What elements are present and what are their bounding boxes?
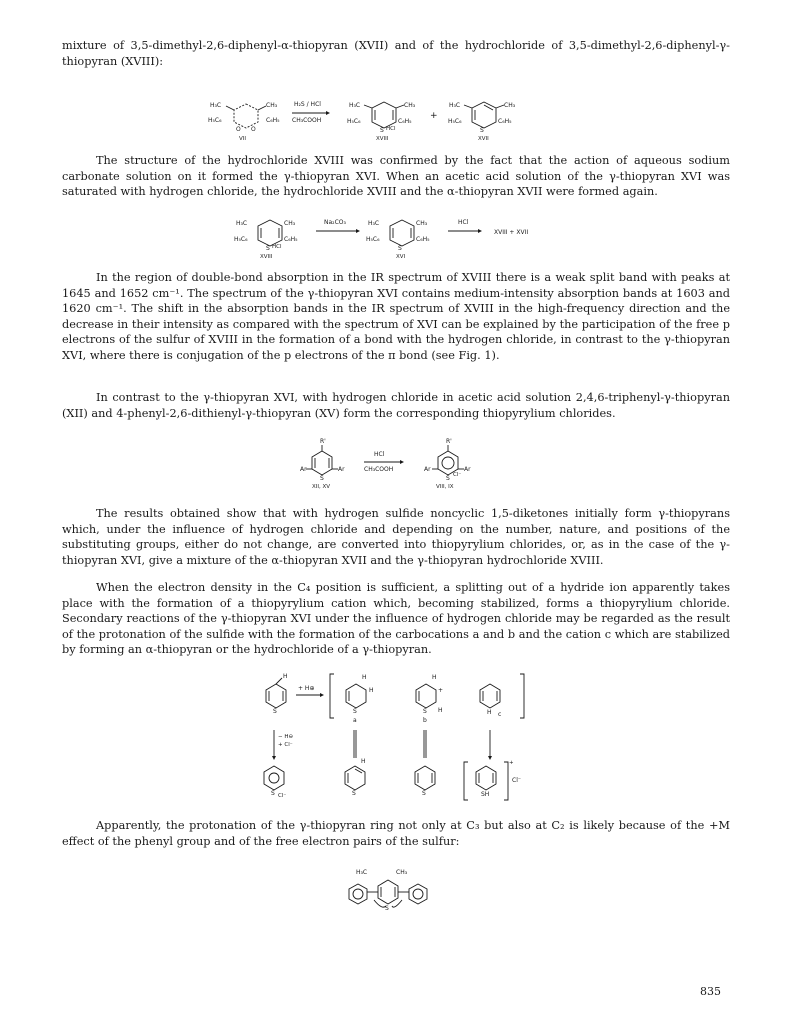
structure-vii [208,102,280,142]
paragraph-5: The results obtained show that with hydrogen sulfide noncyclic 1,5-diketones initially form γ-thiopyrans which, under the influence of hydrogen chloride and depending on the number, nature, and positions of the substituting groups, either do not change, are converted into thiopyrylium chlorides, or, as in the case of the γ-thiopyran XVI, give a mixture of the α-thiopyran XVII and the γ-thiopyran hydrochloride XVIII. [62,507,730,567]
vii-o2: O [251,126,256,133]
s3-left-s: S [320,475,324,482]
paragraph-2: The structure of the hydrochloride XVIII was confirmed by the fact that the action of aqueous sodium carbonate solution on it formed the γ-thiopyran XVI. When an acetic acid solution of the γ-thiopyran XVI was saturated with hydrogen chloride, the hydrochloride XVIII and the α-thiopyran XVII were formed again. [62,154,730,199]
label-xviii: XVIII [376,136,389,142]
s4-thiopyrylium-chloride [264,766,286,799]
xvii-c6h5: C₆H₅ [498,118,512,125]
s4-a-s: S [353,708,357,715]
s3-right-ar1: Ar [424,466,431,473]
s3-left-ar2: Ar [338,466,345,473]
s3-right-rprime: R' [446,438,452,445]
structure-xii-xv [300,438,345,490]
arrow-h2s-hcl [292,101,330,124]
reagent-na2co3: Na₂CO₃ [324,219,346,226]
vii-h3c: H₃C [210,102,222,109]
s3-right-ar2: Ar [464,466,471,473]
vii-o1: O [236,126,241,133]
xviii-h3c: H₃C [349,102,361,109]
s4-protonation: + H⊕ [298,685,315,692]
s2-xviii-h3c: H₃C [236,220,248,227]
s4-alpha-thiopyran-2 [415,766,435,797]
vii-ch3: CH₃ [266,102,278,109]
s4-arrow-left [272,730,293,760]
s3-right-s: S [446,475,450,482]
s3-left-rprime: R' [320,438,326,445]
s4-label-a: a [353,717,357,724]
arrow-hcl [448,219,482,233]
label-xii-xv: XII, XV [312,484,331,490]
vii-h5c6: H₅C₆ [208,117,222,124]
s2-xviii-ch3: CH₃ [284,220,296,227]
s4-loss-h: − H⊖ [278,734,294,740]
s4-bottom-s1: S [271,790,275,797]
structure-xvii [448,102,516,142]
s3-right-cl: Cl⁻ [453,472,462,478]
xviii-h5c6: H₅C₆ [347,118,361,125]
s4-hydrochloride [464,760,521,800]
xvii-h3c: H₃C [449,102,461,109]
s4-b-h1: H [432,674,437,681]
s3-reagent-hcl: HCl [374,451,385,458]
s2-xviii-h5c6: H₅C₆ [234,236,248,243]
label-xvii: XVII [478,136,489,142]
s3-left-ar1: Ar [300,466,307,473]
structure-viii-ix [424,438,471,490]
s4-cation-c [480,684,501,718]
xvi-h3c: H₃C [368,220,380,227]
structure-xviii-2 [234,220,298,260]
xviii-c6h5: C₆H₅ [398,118,412,125]
s4-alpha-thiopyran [345,758,366,797]
s4-b-plus: + [438,687,444,694]
s4-a-h1: H [362,674,367,681]
s2-xviii-hcl: HCl [272,244,282,250]
label-vii: VII [239,136,247,142]
reaction-scheme-4 [250,672,530,804]
s5-ch3: CH₃ [396,869,408,876]
s4-b-h2: H [438,707,443,714]
xvii-h5c6: H₅C₆ [448,118,462,125]
label-xvi: XVI [396,254,406,260]
reaction-scheme-3 [300,436,520,492]
s4-bottom-s3: S [422,790,426,797]
xvi-c6h5: C₆H₅ [416,236,430,243]
page-number: 835 [700,985,721,998]
xvii-s: S [480,127,484,134]
xvi-h5c6: H₅C₆ [366,236,380,243]
arrow-hcl-acetic [364,451,404,473]
paragraph-3: In the region of double-bond absorption in the IR spectrum of XVIII there is a weak split band with peaks at 1645 and 1652 cm⁻¹. The spectrum of the γ-thiopyran XVI contains medium-intensity absorption bands at 1603 and 1620 cm⁻¹. The shift in the absorption bands in the IR spectrum of XVIII in the high-frequency direction and the decrease in their intensity as compared with the spectrum of XVI can be explained by the participation of the free p electrons of the sulfur of XVIII in the formation of a bond with the hydrogen chloride, in contrast to the γ-thiopyran XVI, where there is conjugation of the p electrons of the π bond (see Fig. 1). [62,271,730,362]
s2-xviii-c6h5: C₆H₅ [284,236,298,243]
s2-label-xviii: XVIII [260,254,273,260]
s4-cation-a [346,674,374,724]
s2-xviii-s: S [266,245,270,252]
s4-label-b: b [423,717,427,724]
xviii-s: S [380,127,384,134]
paragraph-4: In contrast to the γ-thiopyran XVI, with hydrogen chloride in acetic acid solution 2,4,6-triphenyl-γ-thiopyran (XII) and 4-phenyl-2,6-dithienyl-γ-thiopyran (XV) form the corresponding thiopyrylium chlorides. [62,391,730,420]
s4-bottom-s2: S [352,790,356,797]
s4-bottom-h: H [361,758,366,765]
reaction-scheme-1 [208,96,578,142]
structure-xvi [366,220,430,260]
reagent-hcl: HCl [458,219,469,226]
s4-arrow-protonation [296,685,324,697]
s4-c-h: H [487,709,492,716]
reagent-ch3cooh: CH₃COOH [292,117,322,124]
reagent-h2s-hcl: H₂S / HCl [294,101,321,108]
xviii-ch3: CH₃ [404,102,416,109]
structure-xviii [347,102,416,142]
s5-h3c: H₃C [356,869,368,876]
s3-reagent-ch3cooh: CH₃COOH [364,466,394,473]
products-xviii-xvii: XVIII + XVII [494,229,529,236]
s4-s-top: S [273,708,277,715]
arrow-na2co3 [316,219,360,233]
paragraph-1: mixture of 3,5-dimethyl-2,6-diphenyl-α-thiopyran (XVII) and of the hydrochloride of 3,5-dimethyl-2,6-diphenyl-γ-thiopyran (XVIII): [62,39,730,68]
s4-label-c: c [498,711,502,718]
reaction-scheme-5 [336,864,446,914]
s4-bottom-cl1: Cl⁻ [278,793,287,799]
paragraph-6: When the electron density in the C₄ position is sufficient, a splitting out of a hydride ion apparently takes place with the formation of a thiopyrylium cation which, becoming stabilized, forms a thiopyrylium chloride. Secondary reactions of the γ-thiopyran XVI under the influence of hydrogen chloride may be regarded as the result of the protonation of the sulfide with the formation of the carbocations a and b and the cation c which are stabilized by forming an α-thiopyran or the hydrochloride of a γ-thiopyran. [62,581,730,657]
label-viii-ix: VIII, IX [436,484,454,490]
xvii-ch3: CH₃ [504,102,516,109]
s4-h-top: H [283,673,288,680]
xvi-ch3: CH₃ [416,220,428,227]
xviii-hcl: HCl [386,126,396,132]
paragraph-7: Apparently, the protonation of the γ-thiopyran ring not only at C₃ but also at C₂ is likely because of the +M effect of the phenyl group and of the free electron pairs of the sulfur: [62,819,730,848]
s4-gamma-thiopyran [266,673,288,715]
vii-c6h5: C₆H₅ [266,117,280,124]
s4-add-cl: + Cl⁻ [278,742,293,748]
s4-cation-b [416,674,443,724]
s4-b-s: S [423,708,427,715]
s4-bottom-sh: SH [481,791,490,798]
reaction-scheme-2 [232,214,562,260]
s5-s: S [385,905,389,912]
s4-a-h2: H [369,687,374,694]
plus-sign: + [430,111,438,121]
s4-bottom-plus: + [509,760,514,766]
s4-bottom-cl2: Cl⁻ [512,777,522,784]
xvi-s: S [398,245,402,252]
